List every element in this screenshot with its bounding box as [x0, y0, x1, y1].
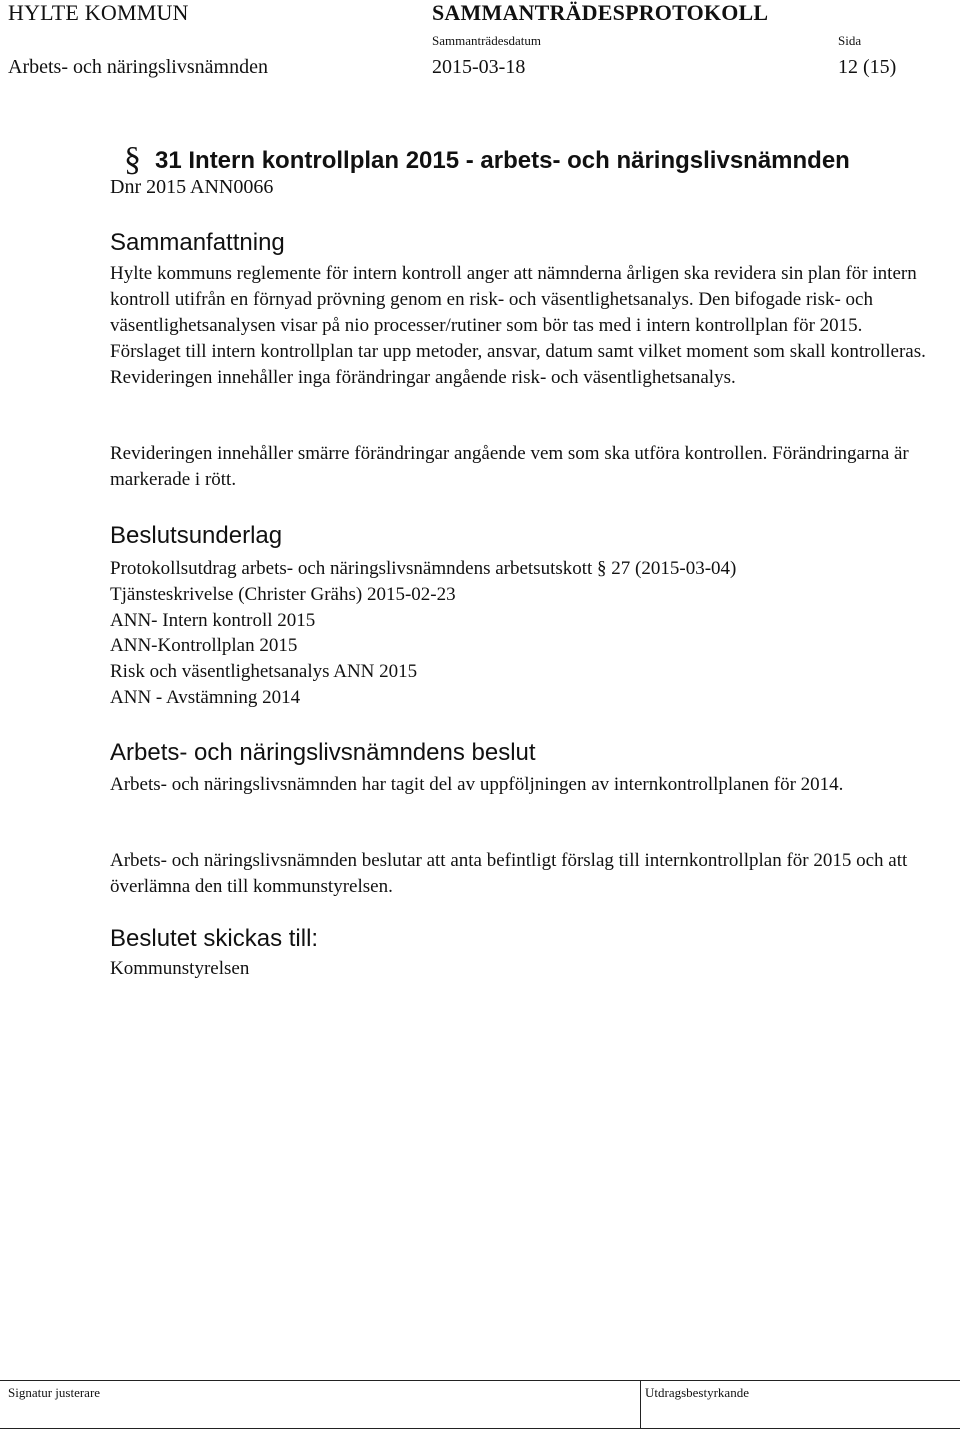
- footer-bottom-border: [0, 1428, 960, 1429]
- footer-divider: [640, 1380, 641, 1428]
- decision-paragraph-1: Arbets- och näringslivsnämnden har tagit del av uppföljningen av internkontrollplanen för 2014.: [110, 774, 844, 795]
- send-to-heading: Beslutet skickas till:: [110, 925, 319, 952]
- decision-heading: Arbets- och näringslivsnämndens beslut: [110, 739, 536, 766]
- document-type: SAMMANTRÄDESPROTOKOLL: [432, 0, 769, 25]
- organization-name: HYLTE KOMMUN: [8, 0, 189, 25]
- list-item: Protokollsutdrag arbets- och näringslivsnämndens arbetsutskott § 27 (2015-03-04): [110, 558, 737, 579]
- meeting-date-label: Sammanträdesdatum: [432, 33, 542, 48]
- summary-paragraph-1: Hylte kommuns reglemente för intern kontroll anger att nämnderna årligen ska revidera sin plan för intern kontroll utifrån en förnyad prövning genom en risk- och väsentlighetsanalys. Den bifogade risk- och väsentlighetsanalysen visar på nio processer/rutiner som bör tas med i intern kontrollplan för 2015. Förslaget till intern kontrollplan tar upp metoder, ansvar, datum samt vilket moment som skall kontrolleras. Revideringen innehåller inga förändringar angående risk- och väsentlighetsanalys.: [110, 263, 926, 388]
- list-item: ANN-Kontrollplan 2015: [110, 635, 298, 657]
- recipient: Kommunstyrelsen: [110, 958, 250, 979]
- committee-name: Arbets- och näringslivsnämnden: [8, 56, 268, 78]
- paragraph-title-text: 31 Intern kontrollplan 2015 - arbets- och näringslivsnämnden: [155, 147, 850, 174]
- meeting-date: 2015-03-18: [432, 56, 526, 78]
- decision-basis-list: [110, 556, 736, 711]
- footer-top-border: [0, 1380, 960, 1381]
- signature-label: Signatur justerare: [8, 1385, 101, 1400]
- page-number: 12 (15): [838, 56, 897, 78]
- list-item: ANN - Avstämning 2014: [110, 686, 301, 708]
- list-item: ANN- Intern kontroll 2015: [110, 609, 316, 631]
- summary-heading: Sammanfattning: [110, 229, 285, 256]
- page-label: Sida: [838, 33, 862, 48]
- section-symbol: §: [124, 141, 141, 178]
- decision-basis-heading: Beslutsunderlag: [110, 522, 283, 549]
- summary-paragraph-2: Revideringen innehåller smärre förändringar angående vem som ska utföra kontrollen. Förändringarna är markerade i rött.: [110, 443, 909, 490]
- decision-paragraph-2: Arbets- och näringslivsnämnden beslutar att anta befintligt förslag till internkontrollplan för 2015 och att överlämna den till kommunstyrelsen.: [110, 850, 908, 897]
- paragraph-title: [124, 141, 850, 179]
- diary-number: Dnr 2015 ANN0066: [110, 176, 274, 198]
- certification-label: Utdragsbestyrkande: [645, 1385, 749, 1400]
- list-item: Risk och väsentlighetsanalys ANN 2015: [110, 661, 418, 683]
- list-item: Tjänsteskrivelse (Christer Grähs) 2015-02-23: [110, 583, 456, 605]
